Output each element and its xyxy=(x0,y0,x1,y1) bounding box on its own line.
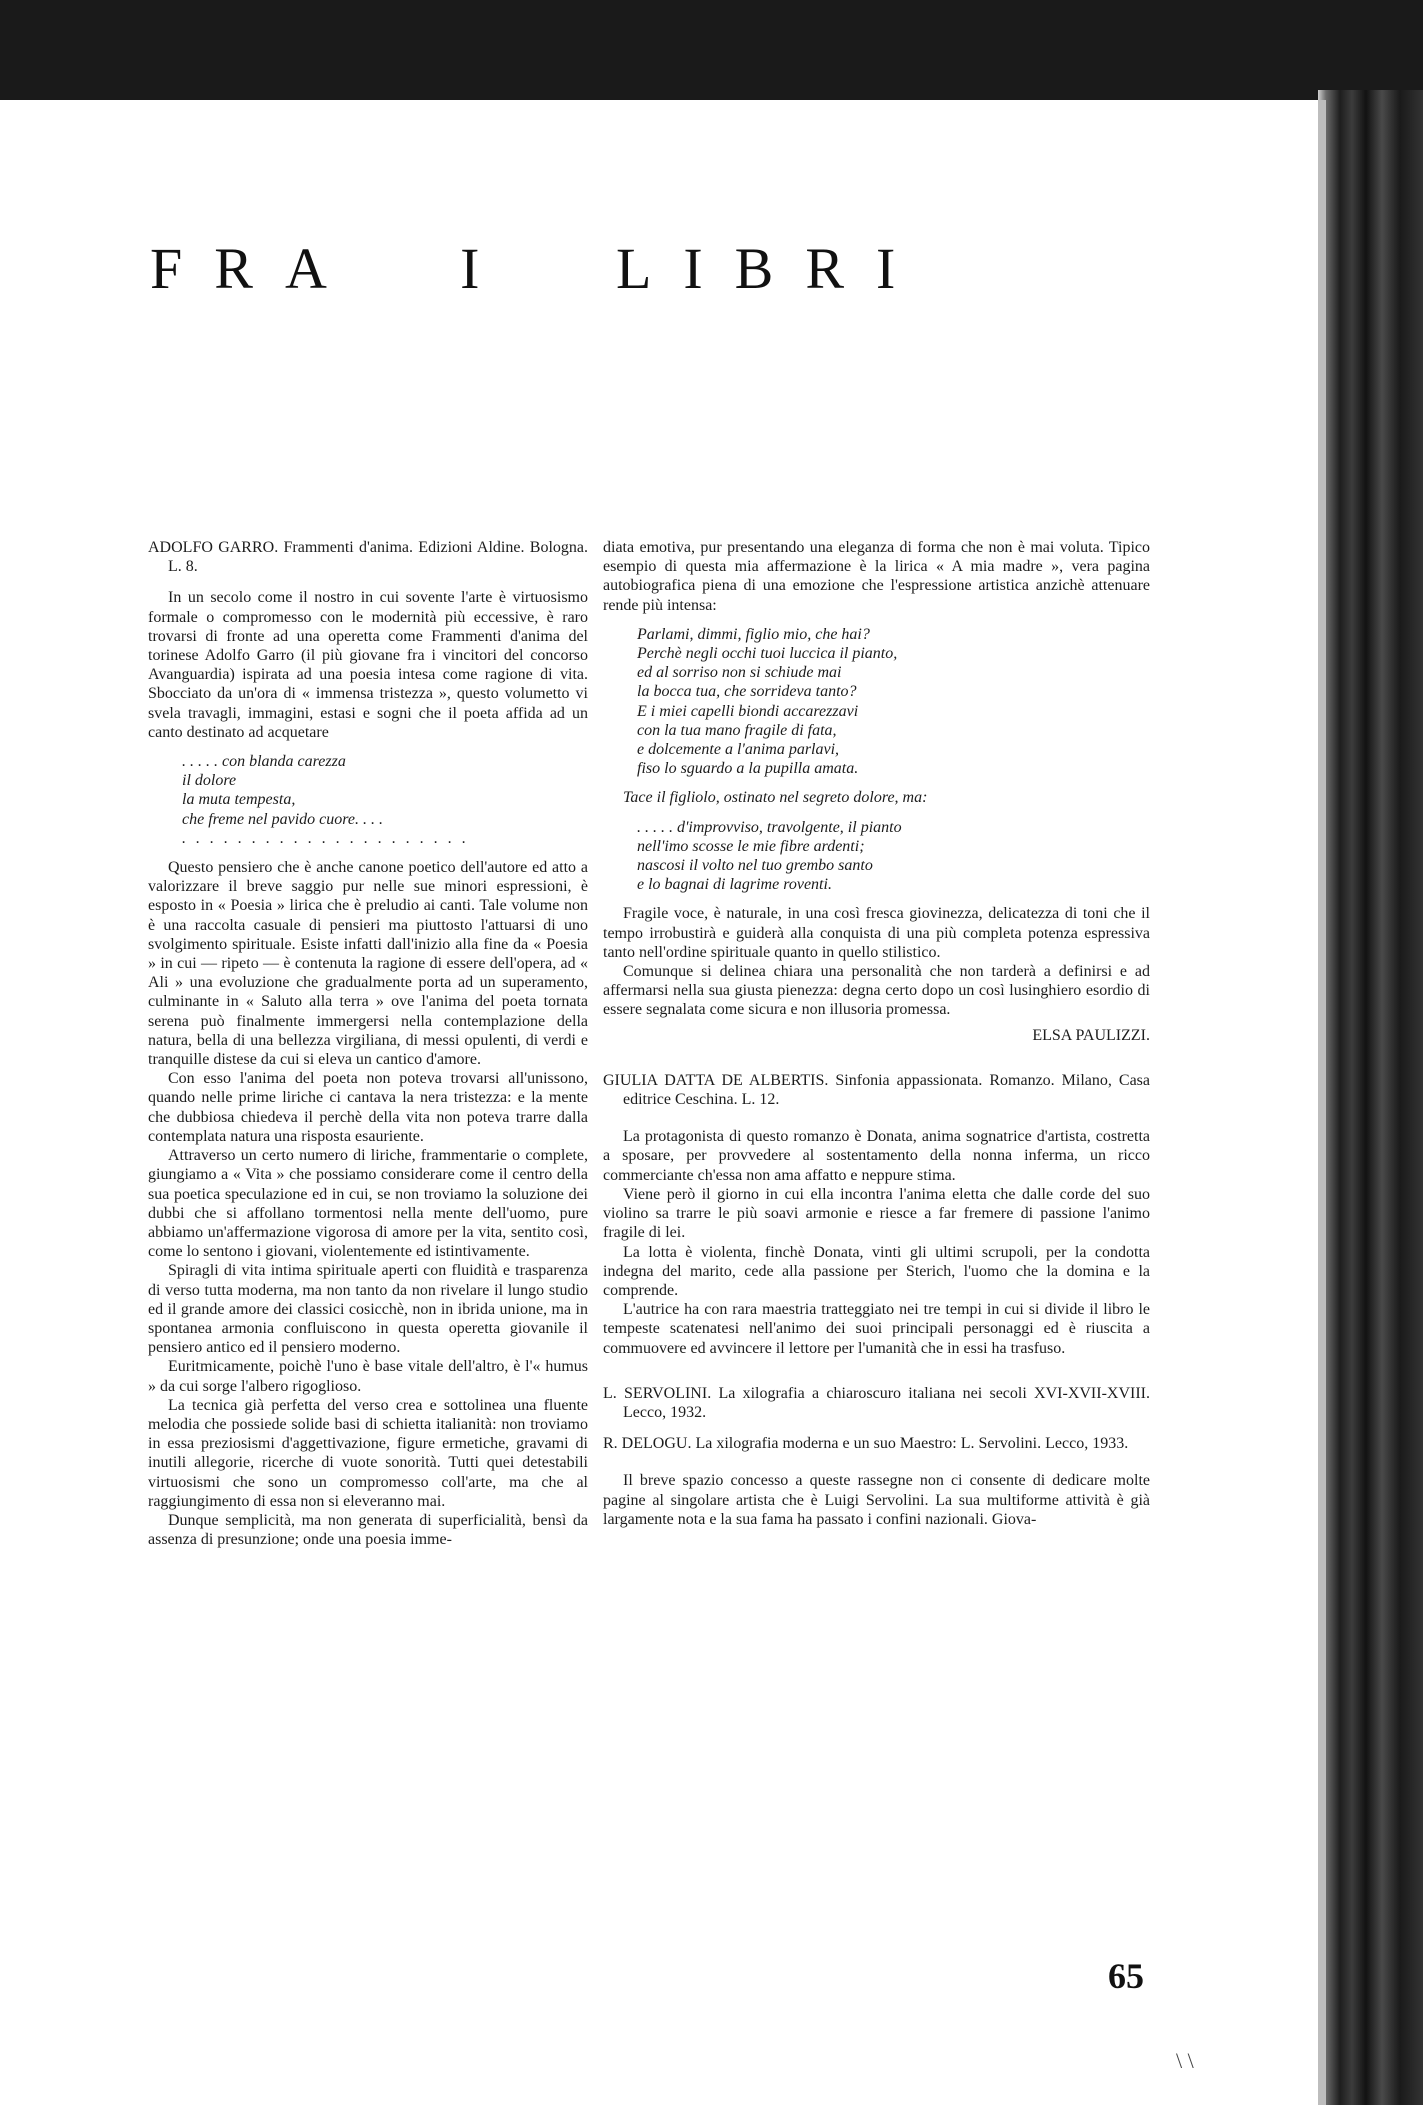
paragraph: Comunque si delinea chiara una personalità che non tarderà a definirsi e ad affermarsi nella sua giusta pienezza: degna certo dopo un così lusinghiero esordio di essere segnalata come sicura e non illusoria promessa. xyxy=(603,963,1150,1019)
verse-line: fiso lo sguardo a la pupilla amata. xyxy=(637,760,859,778)
verse-line: il dolore xyxy=(182,772,237,790)
book-reference: L. SERVOLINI. La xilografia a chiaroscuro italiana nei secoli XVI-XVII-XVIII. Lecco, 1932. xyxy=(603,1384,1150,1421)
paragraph: Tace il figliolo, ostinato nel segreto dolore, ma: xyxy=(623,789,928,807)
paragraph: Il breve spazio concesso a queste rassegne non ci consente di dedicare molte pagine al singolare artista che è Luigi Servolini. La sua multiforme attività è già largamente nota e la sua fama ha passato i confini nazionali. Giova- xyxy=(603,1472,1150,1528)
paragraph: diata emotiva, pur presentando una eleganza di forma che non è mai voluta. Tipico esempio di questa mia affermazione è la lirica « A mia madre », vera pagina autobiografica piena di una emozione che l'espressione artistica anzichè attenuare rende più intensa: xyxy=(603,539,1150,614)
scan-top-band xyxy=(0,0,1423,100)
page-edge xyxy=(1318,100,1326,2105)
paragraph: Attraverso un certo numero di liriche, frammentarie o complete, giungiamo a « Vita » che possiamo considerare come il centro della sua poetica speculazione ed in cui, se non troviamo la soluzione dei dubbi che si affollano tormentosi nella mente dell'uomo, pure abbiamo un'affermazione vigorosa di amore per la vita, sentito così, come lo sentono i giovani, violentemente ed istintivamente. xyxy=(148,1147,588,1261)
verse-line: ed al sorriso non si schiude mai xyxy=(637,664,842,682)
verse-line: . . . . . d'improvviso, travolgente, il pianto xyxy=(637,818,902,836)
paragraph: La lotta è violenta, finchè Donata, vinti gli ultimi scrupoli, per la condotta indegna del marito, cede alla passione per Sterich, l'uomo che la domina e la comprende. xyxy=(603,1243,1150,1299)
verse-quote xyxy=(637,625,1150,779)
verse-line: la muta tempesta, xyxy=(182,791,296,809)
spacer xyxy=(603,1045,1150,1071)
paragraph: Viene però il giorno in cui ella incontra l'anima eletta che dalle corde del suo violino sa trarre le più soavi armonie e riesce a far fremere di passione l'animo fragile di lei. xyxy=(603,1185,1150,1242)
verse-line: nell'imo scosse le mie fibre ardenti; xyxy=(637,837,865,855)
left-column xyxy=(148,538,588,1549)
paragraph: La protagonista di questo romanzo è Donata, anima sognatrice d'artista, costretta a sposare, per provvedere al sostentamento della nonna inferma, un ricco commerciante ch'essa non ama affatto e neppure stima. xyxy=(603,1128,1150,1184)
paragraph: Spiragli di vita intima spirituale aperti con fluidità e trasparenza di verso tutta moderna, ma non tanto da non rivelare il lungo studio ed il grande amore dei classici cosicchè, non in ibrida unione, ma in spontanea armonia confluiscono in questa operetta giovanile il pensiero antico ed il pensiero moderno. xyxy=(148,1262,588,1357)
verse-line: . . . . . . . . . . . . . . . . . . . . . xyxy=(182,829,469,847)
author-signature: ELSA PAULIZZI. xyxy=(1032,1026,1150,1044)
book-spine xyxy=(1318,90,1423,2105)
section-title: FRA I LIBRI xyxy=(150,236,928,301)
verse-line: che freme nel pavido cuore. . . . xyxy=(182,810,383,828)
verse-quote xyxy=(637,818,1150,895)
verse-line: e dolcemente a l'anima parlavi, xyxy=(637,741,840,759)
verse-line: Parlami, dimmi, figlio mio, che hai? xyxy=(637,625,870,643)
paragraph: In un secolo come il nostro in cui sovente l'arte è virtuosismo formale o compromesso con le modernità più eccessive, è raro trovarsi di fronte ad una operetta come Frammenti d'anima del torinese Adolfo Garro (il più giovane fra i vincitori del concorso Avanguardia) ispirata ad una poesia intesa come ragione di vita. Sbocciato da un'ora di « immensa tristezza », questo volumetto vi svela travagli, immagini, estasi e sogni che il poeta affida ad un canto destinato ad acquetare xyxy=(148,589,588,741)
page-number: 65 xyxy=(1108,1956,1144,1996)
paragraph: L'autrice ha con rara maestria tratteggiato nei tre tempi in cui si divide il libro le tempeste scatenatesi nell'animo dei suoi principali personaggi ed è riuscita a commuovere ed avvincere il lettore per l'umanità che in essi ha trasfuso. xyxy=(603,1301,1150,1357)
paragraph: Con esso l'anima del poeta non poteva trovarsi all'unissono, quando nelle prime liriche ci cantava la nera tristezza: e la mente che dubbiosa chiedeva il perchè della vita non poteva trarre dalla contemplata natura una risposta esauriente. xyxy=(148,1070,588,1145)
paragraph: Questo pensiero che è anche canone poetico dell'autore ed atto a valorizzare il breve saggio pur nelle sue minori espressioni, è esposto in « Poesia » lirica che è preludio ai canti. Tale volume non è una raccolta casuale di pensieri ma piuttosto l'attuarsi di uno svolgimento spirituale. Esiste infatti dall'inizio alla fine da « Poesia » in cui — ripeto — è contenuta la ragione di essere dell'opera, ad « Ali » una evoluzione che gradualmente porta ad un superamento, culminante in « Saluto alla terra » ove l'anima del poeta tornata serena può finalmente immergersi nella contemplazione della natura, bella di una bellezza virgiliana, di messi opulenti, di verdi e tranquille distese da cui si eleva un cantico d'amore. xyxy=(148,859,588,1069)
book-reference: R. DELOGU. La xilografia moderna e un suo Maestro: L. Servolini. Lecco, 1933. xyxy=(603,1435,1129,1453)
spacer xyxy=(603,1358,1150,1384)
book-reference: ADOLFO GARRO. Frammenti d'anima. Edizioni Aldine. Bologna. L. 8. xyxy=(148,539,588,576)
paragraph: Dunque semplicità, ma non generata di superficialità, bensì da assenza di presunzione; onde una poesia imme- xyxy=(148,1511,588,1549)
verse-line: E i miei capelli biondi accarezzavi xyxy=(637,702,859,720)
paragraph: La tecnica già perfetta del verso crea e sottolinea una fluente melodia che possiede solide basi di schietta italianità: non troviamo in essa preziosismi d'aggettivazione, figure ermetiche, gravami di inutili allegorie, ricerche di vuote sonorità. Tutti quei detestabili virtuosismi che sono un compromesso coll'arte, ma che al raggiungimento di essa non si eleveranno mai. xyxy=(148,1396,588,1510)
verse-line: nascosi il volto nel tuo grembo santo xyxy=(637,857,873,875)
paragraph: Euritmicamente, poichè l'uno è base vitale dell'altro, è l'« humus » da cui sorge l'albero rigoglioso. xyxy=(148,1358,588,1395)
scan-mark: \ \ xyxy=(1176,2048,1194,2073)
verse-line: Perchè negli occhi tuoi luccica il pianto, xyxy=(637,645,898,663)
verse-line: la bocca tua, che sorrideva tanto? xyxy=(637,683,857,701)
book-reference: GIULIA DATTA DE ALBERTIS. Sinfonia appassionata. Romanzo. Milano, Casa editrice Ceschina. L. 12. xyxy=(603,1071,1150,1109)
verse-line: con la tua mano fragile di fata, xyxy=(637,721,837,739)
right-column xyxy=(603,538,1150,1529)
verse-line: . . . . . con blanda carezza xyxy=(182,753,346,771)
verse-line: e lo bagnai di lagrime roventi. xyxy=(637,876,832,894)
paragraph: Fragile voce, è naturale, in una così fresca giovinezza, delicatezza di toni che il tempo irrobustirà e guiderà alla conquista di una più completa potenza espressiva tanto nell'ordine spirituale quanto in quello stilistico. xyxy=(603,905,1150,961)
verse-quote xyxy=(182,752,588,848)
